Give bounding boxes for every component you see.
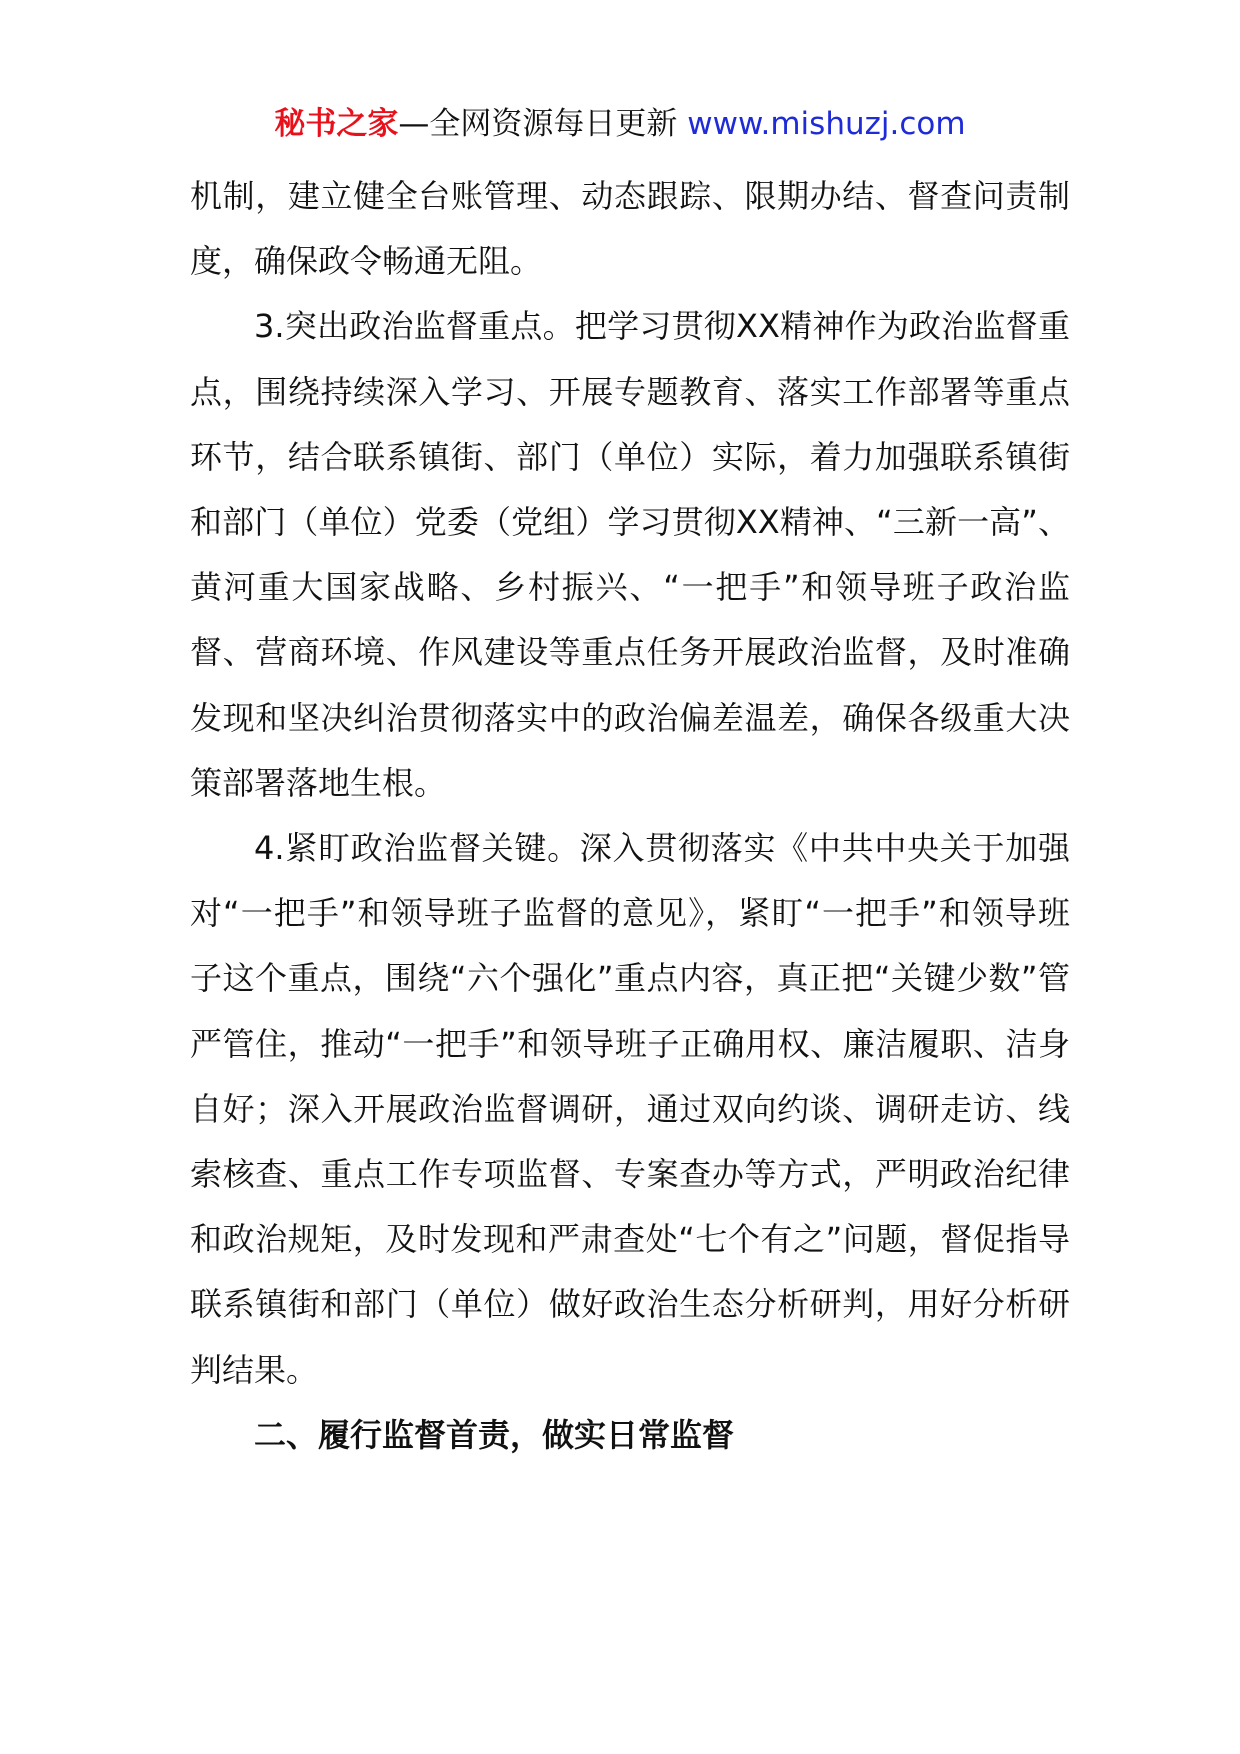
document-body xyxy=(190,164,1070,1468)
site-brand: 秘书之家 xyxy=(274,106,399,142)
site-url-link[interactable]: www.mishuzj.com xyxy=(687,106,966,142)
site-header xyxy=(0,100,1240,148)
paragraph-3: 3.突出政治监督重点。把学习贯彻XX精神作为政治监督重点，围绕持续深入学习、开展专题教育、落实工作部署等重点环节，结合联系镇街、部门（单位）实际，着力加强联系镇街和部门（单位）党委（党组）学习贯彻XX精神、“三新一高”、黄河重大国家战略、乡村振兴、“一把手”和领导班子政治监督、营商环境、作风建设等重点任务开展政治监督，及时准确发现和坚决纠治贯彻落实中的政治偏差温差，确保各级重大决策部署落地生根。 xyxy=(190,307,1070,802)
paragraph-continuation: 机制，建立健全台账管理、动态跟踪、限期办结、督查问责制度，确保政令畅通无阻。 xyxy=(190,177,1070,281)
paragraph-4: 4.紧盯政治监督关键。深入贯彻落实《中共中央关于加强对“一把手”和领导班子监督的意见》，紧盯“一把手”和领导班子这个重点，围绕“六个强化”重点内容，真正把“关键少数”管严管住，推动“一把手”和领导班子正确用权、廉洁履职、洁身自好；深入开展政治监督调研，通过双向约谈、调研走访、线索核查、重点工作专项监督、专案查办等方式，严明政治纪律和政治规矩，及时发现和严肃查处“七个有之”问题，督促指导联系镇街和部门（单位）做好政治生态分析研判，用好分析研判结果。 xyxy=(190,829,1070,1389)
site-tagline: —全网资源每日更新 xyxy=(398,106,678,142)
section-heading-2: 二、履行监督首责，做实日常监督 xyxy=(254,1415,735,1454)
